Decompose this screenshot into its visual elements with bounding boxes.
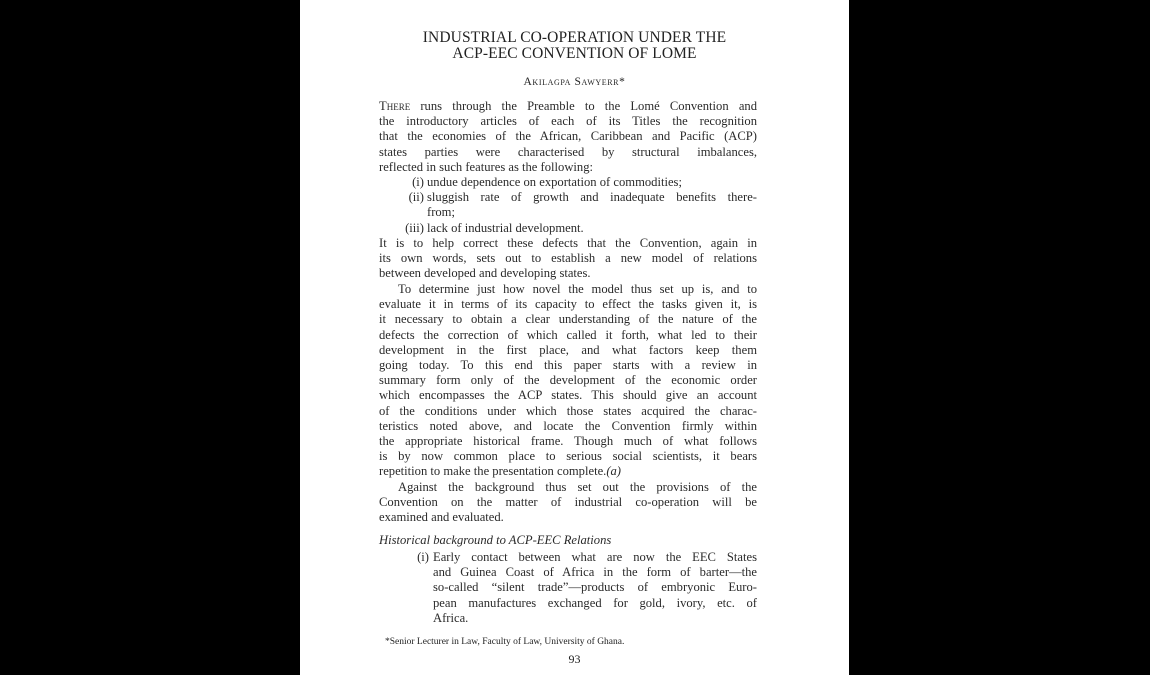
text-line: development in the first place, and what factors keep them — [379, 342, 757, 357]
history-list — [379, 550, 757, 626]
text-line: Against the background thus set out the provisions of the — [398, 480, 757, 494]
text-line: teristics noted above, and locate the Convention firmly within — [379, 418, 757, 433]
defects-list — [379, 175, 757, 236]
text-span: runs through the Preamble to the Lomé Convention and — [410, 99, 757, 113]
document-page — [300, 0, 849, 675]
text-line: states parties were characterised by structural imbalances, — [379, 144, 757, 159]
text-span: repetition to make the presentation complete. — [379, 464, 607, 479]
list-text: so-called “silent trade”—products of embryonic Euro- — [433, 580, 757, 595]
text-line: evaluate it in terms of its capacity to effect the tasks given it, is — [379, 297, 757, 312]
list-text: from; — [427, 205, 455, 220]
text-line: defects the correction of which called it forth, what led to their — [379, 327, 757, 342]
text-line: between developed and developing states. — [379, 266, 591, 281]
text-line: of the conditions under which those states acquired the charac- — [379, 403, 757, 418]
text-line: the introductory articles of each of its Titles the recognition — [379, 114, 757, 129]
list-text: lack of industrial development. — [427, 220, 584, 235]
section-heading: Historical background to ACP-EEC Relations — [379, 533, 612, 547]
footnote: *Senior Lecturer in Law, Faculty of Law, University of Ghana. — [385, 637, 625, 647]
list-number: (ii) — [408, 190, 424, 205]
text-line: summary form only of the development of the economic order — [379, 373, 757, 388]
title-line: ACP-EEC CONVENTION OF LOME — [452, 45, 697, 62]
paragraph-2 — [379, 236, 757, 282]
title-line: INDUSTRIAL CO-OPERATION UNDER THE — [422, 29, 727, 46]
text-line: It is to help correct these defects that the Convention, again in — [379, 236, 757, 250]
list-text: pean manufactures exchanged for gold, ivory, etc. of — [433, 595, 757, 610]
paragraph-4 — [379, 480, 757, 526]
text-line — [379, 464, 757, 479]
list-number: (iii) — [405, 220, 424, 235]
list-item — [379, 550, 757, 626]
list-text: and Guinea Coast of Africa in the form of barter—the — [433, 565, 757, 580]
text-line: the appropriate historical frame. Though much of what follows — [379, 434, 757, 449]
text-line: is by now common place to serious social scientists, it bears — [379, 449, 757, 464]
text-line: Convention on the matter of industrial co-operation will be — [379, 495, 757, 510]
text-line: its own words, sets out to establish a new model of relations — [379, 251, 757, 266]
list-item — [379, 221, 757, 236]
intro-paragraph — [379, 99, 757, 175]
drop-word: There — [379, 99, 411, 113]
list-text: Africa. — [433, 610, 469, 625]
author-name: Akilagpa Sawyerr* — [523, 76, 626, 88]
list-item — [379, 175, 757, 190]
text-line: that the economies of the African, Caribbean and Pacific (ACP) — [379, 129, 757, 144]
text-line: it necessary to obtain a clear understanding of the nature of the — [379, 312, 757, 327]
text-line: To determine just how novel the model thus set up is, and to — [398, 282, 757, 296]
list-number: (i) — [412, 175, 424, 189]
text-line: going today. To this end this paper starts with a review in — [379, 358, 757, 373]
text-line — [379, 99, 757, 114]
list-text: Early contact between what are now the EEC States — [433, 550, 757, 564]
list-number: (i) — [417, 550, 429, 564]
list-item — [379, 190, 757, 220]
footnote-reference[interactable]: (a) — [606, 464, 621, 479]
text-line: reflected in such features as the following: — [379, 159, 594, 174]
page-number: 93 — [568, 652, 581, 666]
article-title — [300, 30, 849, 62]
text-line: which encompasses the ACP states. This should give an account — [379, 388, 757, 403]
list-text: sluggish rate of growth and inadequate benefits there- — [427, 190, 757, 205]
text-line: examined and evaluated. — [379, 510, 504, 525]
list-text: undue dependence on exportation of commodities; — [427, 175, 682, 189]
paragraph-3 — [379, 282, 757, 480]
